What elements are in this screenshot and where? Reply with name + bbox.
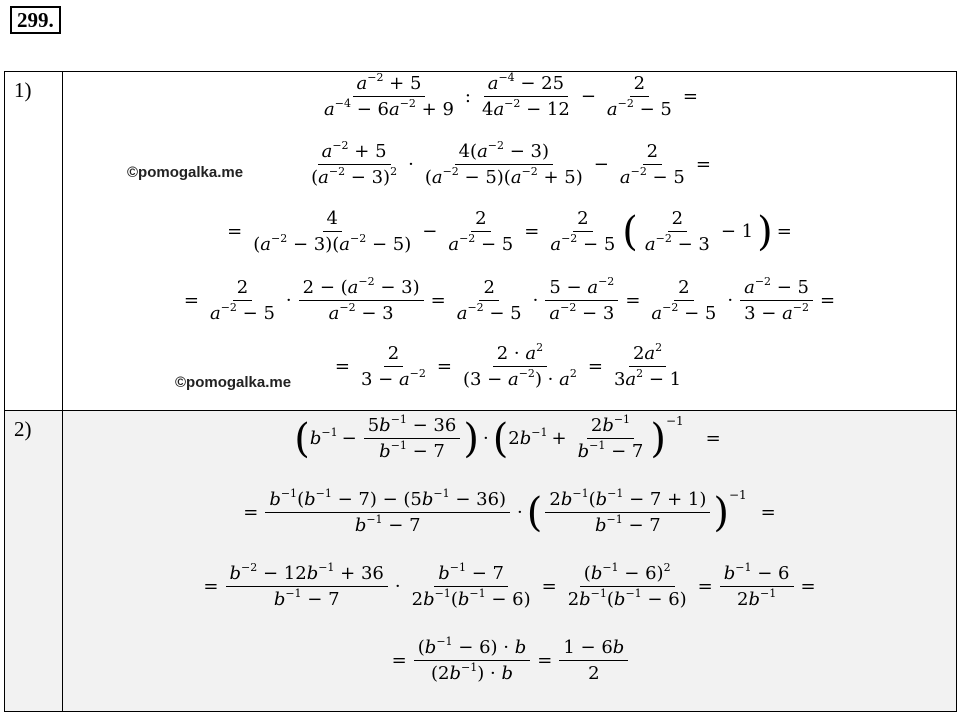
math-cell-1 <box>63 72 957 411</box>
solution-table <box>4 71 957 712</box>
row-number-cell <box>5 72 63 411</box>
math-line: = $\frac{b^{-2} - 12b^{-1} + 36}{b^{-1} - 7}$ · $\frac{b^{-1} - 7}{2b^{-1}(b^{-1} - 6)}$ = $\frac{(b^{-1} - 6)^2}{2b^{-1}(b^{-1} - 6)}$ = $\frac{b^{-1} - 6}{2b^{-1}}$ = <box>203 561 816 610</box>
math-line: = $\frac{(b^{-1} - 6) \cdot b}{(2b^{-1}) \cdot b}$ = $\frac{1 - 6b}{2}$ <box>63 639 956 683</box>
math-line: = $\frac{4}{(a^{-2} - 3)(a^{-2} - 5)}$ − $\frac{2}{a^{-2} - 5}$ = $\frac{2}{a^{-2} - 5}$ ( $\frac{2}{a^{-2} - 3}$ − 1 ) = <box>227 208 792 255</box>
watermark: ©pomogalka.me <box>127 164 244 181</box>
math-line: ( $b^{-1}$ − $\frac{5b^{-1} - 36}{b^{-1} - 7}$ ) · ( $2b^{-1}$ + $\frac{2b^{-1}}{b^{-1} - 7}$ ) −1 = <box>294 413 721 462</box>
math-cell-2 <box>63 411 957 712</box>
solution-row-1 <box>5 72 957 411</box>
row-label: 2) <box>14 417 32 441</box>
row-number-cell <box>5 411 63 712</box>
math-line: $\frac{a^{-2} + 5}{a^{-4} - 6a^{-2} + 9}$ : $\frac{a^{-4} - 25}{4a^{-2} - 12}$ − $\frac{2}{a^{-2} - 5}$ = <box>324 71 698 120</box>
math-line: = $\frac{2}{a^{-2} - 5}$ · $\frac{2 - (a^{-2} - 3)}{a^{-2} - 3}$ = $\frac{2}{a^{-2} - 5}$ · $\frac{5 - a^{-2}}{a^{-2} - 3}$ = $\frac{2}{a^{-2} - 5}$ · $\frac{a^{-2} - 5}{3 - a^{-2}}$ = <box>183 275 836 324</box>
math-line: = $\frac{2}{3 - a^{-2}}$ = $\frac{2 \cdot a^2}{(3 - a^{-2}) \cdot a^2}$ = $\frac{2a^2}{3a^2 - 1}$ <box>334 341 682 390</box>
solution-row-2 <box>5 411 957 712</box>
math-line: $\frac{a^{-2} + 5}{(a^{-2} - 3)^2}$ · $\frac{4(a^{-2} - 3)}{(a^{-2} - 5)(a^{-2} + 5)}$ − $\frac{2}{a^{-2} - 5}$ = <box>311 139 711 188</box>
problem-number: 299. <box>10 6 61 34</box>
row-label: 1) <box>14 78 32 102</box>
watermark: ©pomogalka.me <box>175 374 292 391</box>
math-line: = $\frac{b^{-1}(b^{-1} - 7) - (5b^{-1} - 36)}{b^{-1} - 7}$ · ( $\frac{2b^{-1}(b^{-1} - 7 + 1)}{b^{-1} - 7}$ ) −1 = <box>243 487 776 536</box>
